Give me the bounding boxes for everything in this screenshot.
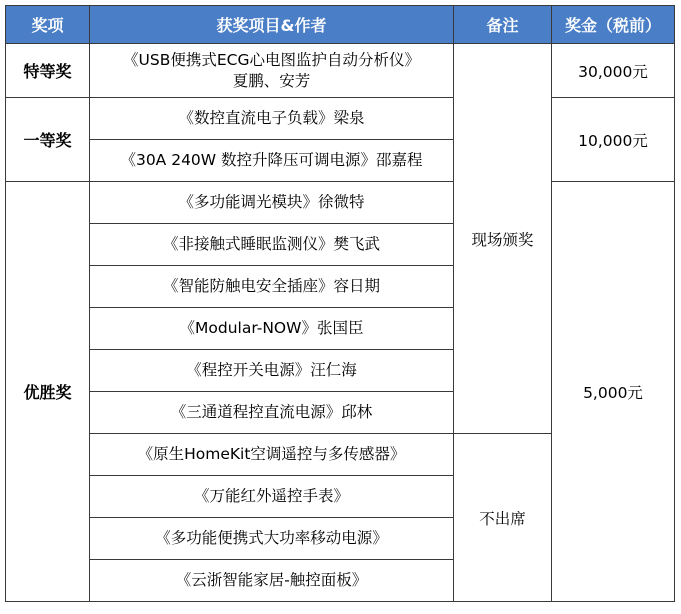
project-cell: 《程控开关电源》汪仁海 [90, 350, 454, 392]
project-cell: 《云浙智能家居-触控面板》 [90, 560, 454, 602]
header-prize: 奖金（税前） [552, 6, 675, 44]
prize-excellence: 5,000元 [552, 182, 675, 602]
awards-table-container [5, 5, 675, 602]
project-cell [90, 44, 454, 98]
project-cell: 《万能红外遥控手表》 [90, 476, 454, 518]
note-absent: 不出席 [454, 434, 552, 602]
project-cell: 《数控直流电子负载》梁泉 [90, 98, 454, 140]
project-cell: 《多功能调光模块》徐微特 [90, 182, 454, 224]
category-first: 一等奖 [6, 98, 90, 182]
header-award: 奖项 [6, 6, 90, 44]
prize-first: 10,000元 [552, 98, 675, 182]
category-grand: 特等奖 [6, 44, 90, 98]
project-cell: 《Modular-NOW》张国臣 [90, 308, 454, 350]
header-note: 备注 [454, 6, 552, 44]
project-cell: 《智能防触电安全插座》容日期 [90, 266, 454, 308]
project-cell: 《30A 240W 数控升降压可调电源》邵嘉程 [90, 140, 454, 182]
table-row [6, 44, 675, 98]
project-cell: 《三通道程控直流电源》邱林 [90, 392, 454, 434]
project-cell: 《非接触式睡眠监测仪》樊飞武 [90, 224, 454, 266]
prize-grand: 30,000元 [552, 44, 675, 98]
awards-table [5, 5, 675, 602]
header-project: 获奖项目&作者 [90, 6, 454, 44]
table-row [6, 98, 675, 140]
table-row [6, 182, 675, 224]
project-cell: 《多功能便携式大功率移动电源》 [90, 518, 454, 560]
header-row [6, 6, 675, 44]
project-title: 《USB便携式ECG心电图监护自动分析仪》 [123, 50, 420, 69]
project-cell: 《原生HomeKit空调遥控与多传感器》 [90, 434, 454, 476]
category-excellence: 优胜奖 [6, 182, 90, 602]
note-onsite: 现场颁奖 [454, 44, 552, 434]
project-authors: 夏鹏、安芳 [232, 71, 311, 90]
